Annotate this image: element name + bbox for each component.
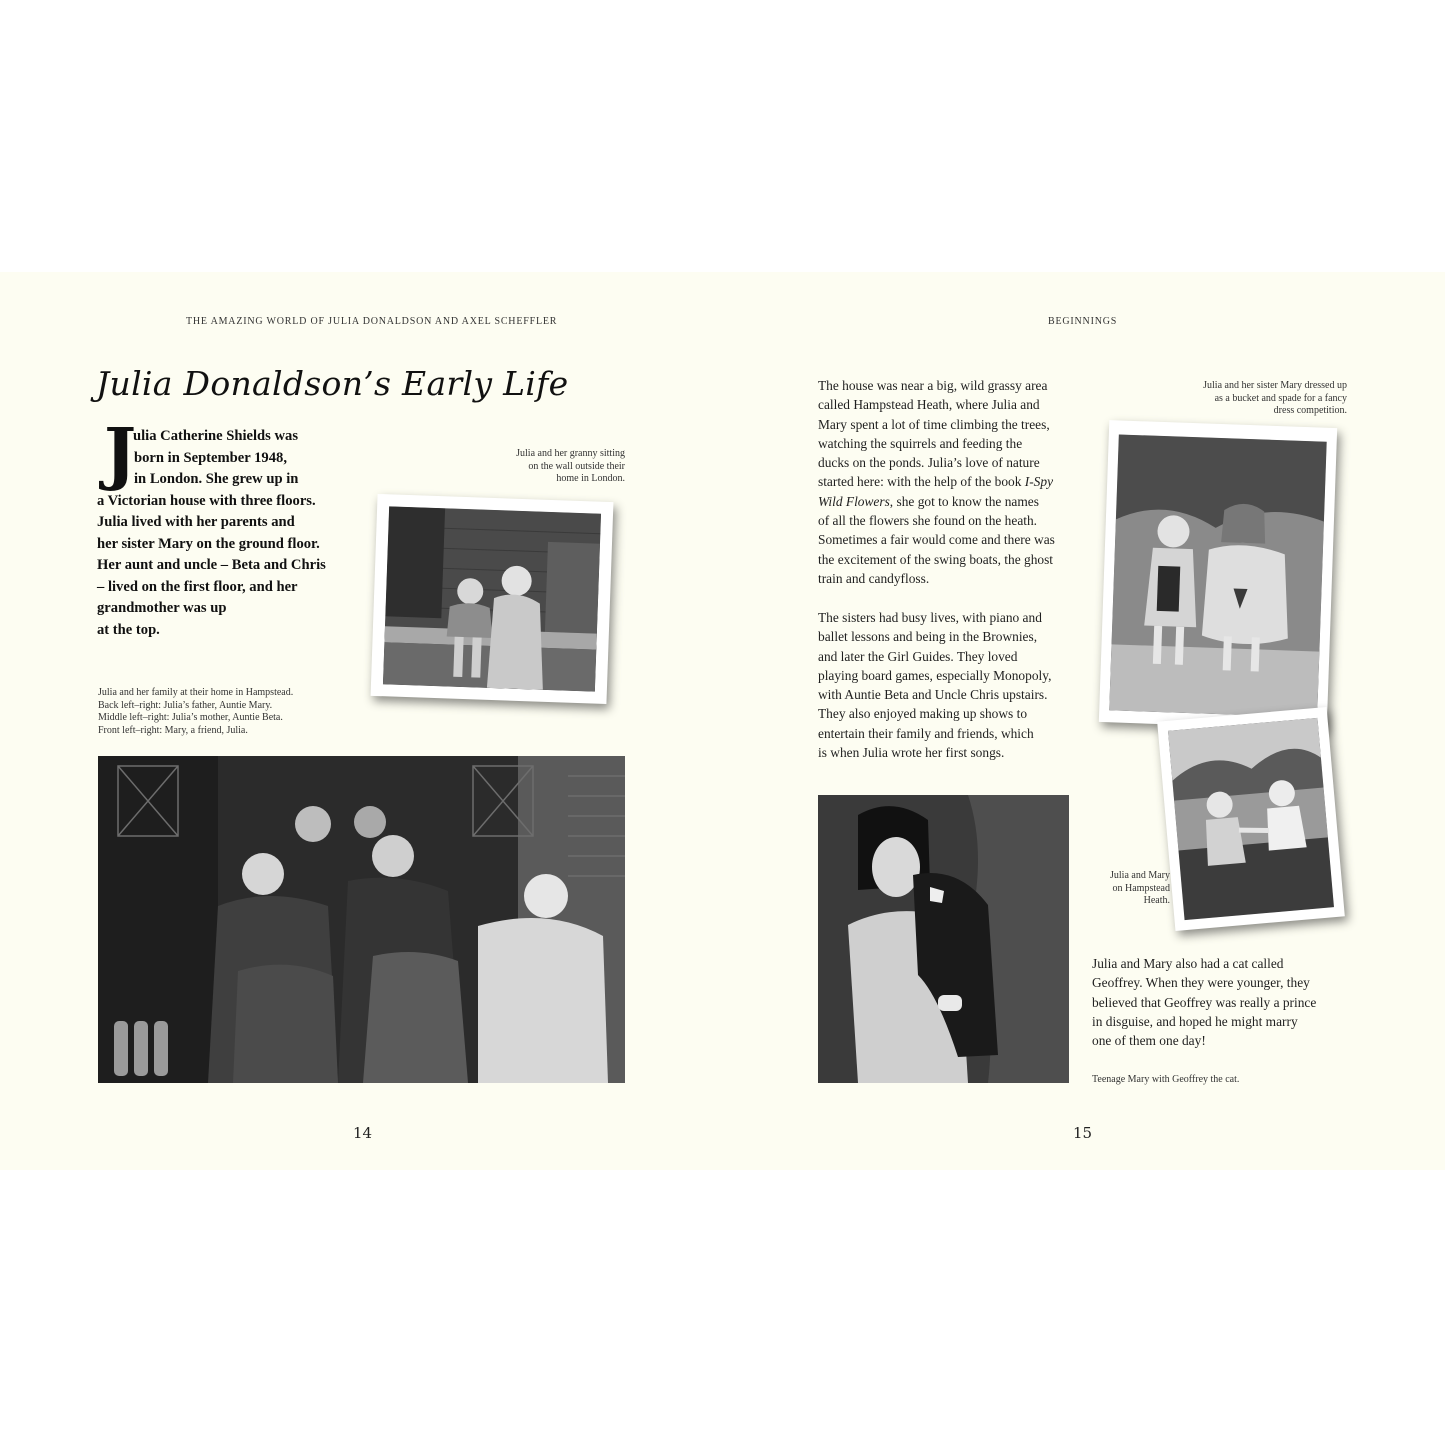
intro-paragraph-capped	[133, 426, 298, 491]
left-page	[0, 272, 722, 1170]
family-photo-image	[98, 756, 625, 1083]
text-line: playing board games, especially Monopoly,	[818, 667, 1052, 683]
text-line: train and candyfloss.	[818, 570, 930, 586]
text-line: The sisters had busy lives, with piano and	[818, 610, 1042, 625]
intro-paragraph	[97, 491, 326, 642]
running-head-left: THE AMAZING WORLD OF JULIA DONALDSON AND AXEL SCHEFFLER	[186, 316, 558, 327]
text-line: called Hampstead Heath, where Julia and	[818, 397, 1040, 413]
fancy-dress-photo	[1099, 420, 1337, 730]
heath-photo-image	[1168, 718, 1334, 920]
caption-line: Back left–right: Julia’s father, Auntie Mary.	[98, 699, 273, 711]
intro-line: ulia Catherine Shields was	[133, 428, 299, 444]
cat-photo	[818, 795, 1069, 1083]
text-line: the excitement of the swing boats, the ghost	[818, 551, 1054, 567]
text-line: one of them one day!	[1092, 1033, 1206, 1049]
intro-line: – lived on the first floor, and her	[97, 578, 298, 595]
page-number-left: 14	[353, 1124, 373, 1142]
intro-line: Julia lived with her parents and	[97, 514, 295, 530]
text-line	[818, 472, 1055, 491]
text-line: The house was near a big, wild grassy area	[818, 378, 1048, 393]
intro-line: a Victorian house with three floors.	[97, 492, 316, 509]
paragraph-geoffrey	[1092, 954, 1316, 1050]
text-line: entertain their family and friends, which	[818, 725, 1034, 741]
heath-photo	[1157, 707, 1345, 931]
text-line: in disguise, and hoped he might marry	[1092, 1013, 1298, 1029]
text-line	[818, 492, 1055, 511]
caption-line: on Hampstead	[1112, 882, 1170, 894]
caption-line: on the wall outside their	[528, 460, 625, 472]
text-line: believed that Geoffrey was really a prince	[1092, 994, 1317, 1010]
text-line: Mary spent a lot of time climbing the trees,	[818, 416, 1050, 432]
fancy-dress-caption	[1203, 380, 1347, 418]
caption-line: home in London.	[556, 473, 625, 484]
text-line: They also enjoyed making up shows to	[818, 706, 1028, 722]
right-page	[722, 272, 1445, 1170]
text-line: ballet lessons and being in the Brownies,	[818, 629, 1038, 645]
granny-photo-image	[383, 506, 601, 691]
caption-line: as a bucket and spade for a fancy	[1214, 392, 1347, 404]
family-photo	[98, 756, 625, 1083]
family-photo-caption	[98, 687, 293, 737]
intro-line: Her aunt and uncle – Beta and Chris	[97, 557, 326, 573]
intro-line: grandmother was up	[97, 600, 227, 616]
text-segment: , she got to know the names	[889, 493, 1039, 509]
book-title: I-Spy	[1024, 474, 1054, 490]
paragraph-busy-lives	[818, 608, 1051, 762]
granny-photo	[371, 494, 614, 704]
fancy-dress-photo-image	[1109, 434, 1327, 717]
book-spread	[0, 272, 1445, 1170]
intro-line: in London. She grew up in	[134, 471, 299, 487]
text-line: Julia and Mary also had a cat called	[1092, 956, 1284, 971]
text-line: is when Julia wrote her first songs.	[818, 745, 1005, 761]
intro-line: her sister Mary on the ground floor.	[97, 535, 320, 552]
granny-photo-caption	[516, 448, 625, 486]
page-number-right: 15	[1073, 1124, 1093, 1142]
drop-cap: J	[104, 414, 137, 494]
text-segment: started here: with the help of the book	[818, 474, 1022, 490]
caption-line: Julia and Mary	[1110, 870, 1170, 881]
caption-line: Julia and her sister Mary dressed up	[1203, 380, 1347, 391]
caption-line: dress competition.	[1273, 405, 1347, 416]
text-line: ducks on the ponds. Julia’s love of nature	[818, 455, 1040, 471]
running-head-right: BEGINNINGS	[1048, 316, 1118, 327]
text-line: Sometimes a fair would come and there was	[818, 532, 1055, 548]
text-line: Geoffrey. When they were younger, they	[1092, 975, 1310, 991]
intro-line: born in September 1948,	[134, 449, 287, 466]
cat-photo-caption: Teenage Mary with Geoffrey the cat.	[1092, 1074, 1240, 1085]
caption-line: Julia and her granny sitting	[516, 448, 625, 459]
paragraph-hampstead-heath	[818, 376, 1055, 588]
cat-photo-image	[818, 795, 1069, 1083]
text-line: of all the flowers she found on the heath.	[818, 513, 1038, 529]
caption-line: Julia and her family at their home in Hampstead.	[98, 687, 294, 698]
caption-line: Middle left–right: Julia’s mother, Auntie Beta.	[98, 712, 283, 723]
caption-line: Heath.	[1143, 895, 1170, 906]
book-title: Wild Flowers	[818, 493, 890, 509]
heath-photo-caption	[1110, 870, 1170, 908]
intro-line: at the top.	[97, 621, 160, 638]
page-title: Julia Donaldson’s Early Life	[96, 364, 569, 403]
text-line: watching the squirrels and feeding the	[818, 435, 1023, 451]
text-line: with Auntie Beta and Uncle Chris upstairs.	[818, 687, 1048, 703]
caption-line: Front left–right: Mary, a friend, Julia.	[98, 724, 248, 736]
text-line: and later the Girl Guides. They loved	[818, 648, 1018, 664]
